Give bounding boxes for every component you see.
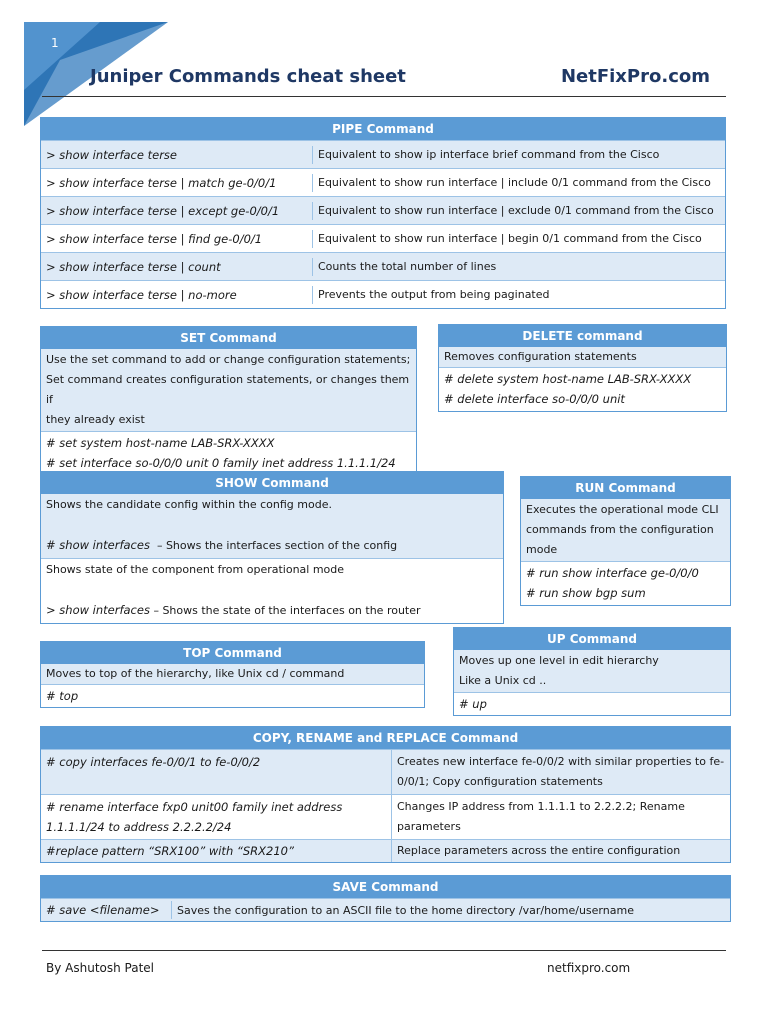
run-description [521, 499, 730, 561]
description-cell: parameters [397, 820, 461, 833]
table-row [41, 252, 725, 280]
page-title: Juniper Commands cheat sheet [90, 66, 406, 87]
corner-decoration [0, 0, 180, 130]
description-line: mode [526, 543, 558, 556]
description-line: Moves up one level in edit hierarchy [459, 654, 659, 667]
show-command-box [40, 471, 504, 624]
table-row [41, 196, 725, 224]
up-header: UP Command [454, 628, 730, 650]
pipe-command-table [40, 117, 726, 309]
description-line: Executes the operational mode CLI [526, 503, 719, 516]
description-cell: Saves the configuration to an ASCII file to the home directory /var/home/username [177, 903, 634, 917]
description-cell: Equivalent to show run interface | begin 0/1 command from the Cisco [318, 232, 702, 245]
command-cell: # save <filename> [41, 901, 172, 919]
description-cell: Equivalent to show run interface | exclude 0/1 command from the Cisco [318, 204, 714, 217]
show-config-mode [41, 494, 503, 558]
up-description [454, 650, 730, 692]
command-cell: > show interface terse | match ge-0/0/1 [41, 174, 313, 192]
footer-site: netfixpro.com [547, 961, 631, 975]
set-command-box [40, 326, 417, 476]
footer-author: By Ashutosh Patel [46, 961, 155, 975]
top-header: TOP Command [41, 642, 424, 664]
command-cell: # copy interfaces fe-0/0/1 to fe-0/0/2 [46, 755, 261, 769]
description-line: Like a Unix cd .. [459, 674, 547, 687]
brand-name: NetFixPro.com [560, 66, 710, 87]
set-header: SET Command [41, 327, 416, 349]
pipe-header: PIPE Command [41, 118, 725, 140]
command-example: > show interfaces – Shows the state of the interfaces on the router [46, 603, 421, 617]
command-example: # delete interface so-0/0/0 unit [444, 392, 625, 406]
table-row [41, 839, 730, 862]
table-row [41, 140, 725, 168]
delete-header: DELETE command [439, 325, 726, 347]
header-divider [42, 96, 726, 97]
description-cell: 0/0/1; Copy configuration statements [397, 775, 603, 788]
top-description: Moves to top of the hierarchy, like Unix cd / command [41, 664, 424, 684]
command-example: # run show interface ge-0/0/0 [526, 566, 699, 580]
footer-divider [42, 950, 726, 951]
description-cell: Counts the total number of lines [318, 260, 497, 273]
command-cell: > show interface terse | find ge-0/0/1 [41, 230, 313, 248]
command-example: # set interface so-0/0/0 unit 0 family inet address 1.1.1.1/24 [46, 456, 396, 470]
command-cell: > show interface terse | no-more [41, 286, 313, 304]
command-cell: # rename interface fxp0 unit00 family inet address [46, 800, 343, 814]
copy-rename-replace-table [40, 726, 731, 863]
command-cell: > show interface terse [41, 146, 313, 164]
description-cell: Replace parameters across the entire configuration [397, 844, 681, 857]
command-cell: #replace pattern “SRX100” with “SRX210” [46, 844, 294, 858]
delete-command-box [438, 324, 727, 412]
description-line: Use the set command to add or change configuration statements; [46, 353, 411, 366]
run-examples [521, 561, 730, 605]
description-cell: Equivalent to show ip interface brief command from the Cisco [318, 148, 660, 161]
command-example: # top [41, 684, 424, 707]
description-line: Set command creates configuration statements, or changes them if [46, 373, 410, 406]
description-line: commands from the configuration [526, 523, 714, 536]
table-row [41, 224, 725, 252]
save-command-table [40, 875, 731, 922]
show-operational-mode [41, 558, 503, 623]
description-cell: Prevents the output from being paginated [318, 288, 550, 301]
delete-description: Removes configuration statements [439, 347, 726, 367]
command-example: # up [454, 692, 730, 715]
table-row [41, 280, 725, 308]
command-cell: > show interface terse | count [41, 258, 313, 276]
command-cell: 1.1.1.1/24 to address 2.2.2.2/24 [46, 820, 232, 834]
command-example: # run show bgp sum [526, 586, 646, 600]
description-cell: Creates new interface fe-0/0/2 with similar properties to fe- [397, 755, 725, 768]
show-header: SHOW Command [41, 472, 503, 494]
page-number: 1 [51, 36, 59, 50]
table-row [41, 749, 730, 794]
command-example: # show interfaces – Shows the interfaces section of the config [46, 538, 398, 552]
command-cell: > show interface terse | except ge-0/0/1 [41, 202, 313, 220]
set-examples [41, 431, 416, 475]
description-line: Shows the candidate config within the config mode. [46, 498, 332, 511]
set-description [41, 349, 416, 431]
delete-examples [439, 367, 726, 411]
description-line: Shows state of the component from operational mode [46, 563, 345, 576]
table-row [41, 794, 730, 839]
description-cell: Equivalent to show run interface | include 0/1 command from the Cisco [318, 176, 711, 189]
description-line: they already exist [46, 413, 145, 426]
command-example: # set system host-name LAB-SRX-XXXX [46, 436, 275, 450]
save-header: SAVE Command [41, 876, 730, 898]
copy-header: COPY, RENAME and REPLACE Command [41, 727, 730, 749]
run-header: RUN Command [521, 477, 730, 499]
command-example: # delete system host-name LAB-SRX-XXXX [444, 372, 692, 386]
description-cell: Changes IP address from 1.1.1.1 to 2.2.2.2; Rename [397, 800, 685, 813]
run-command-box [520, 476, 731, 606]
table-row [41, 898, 730, 921]
top-command-box [40, 641, 425, 708]
table-row [41, 168, 725, 196]
up-command-box [453, 627, 731, 716]
